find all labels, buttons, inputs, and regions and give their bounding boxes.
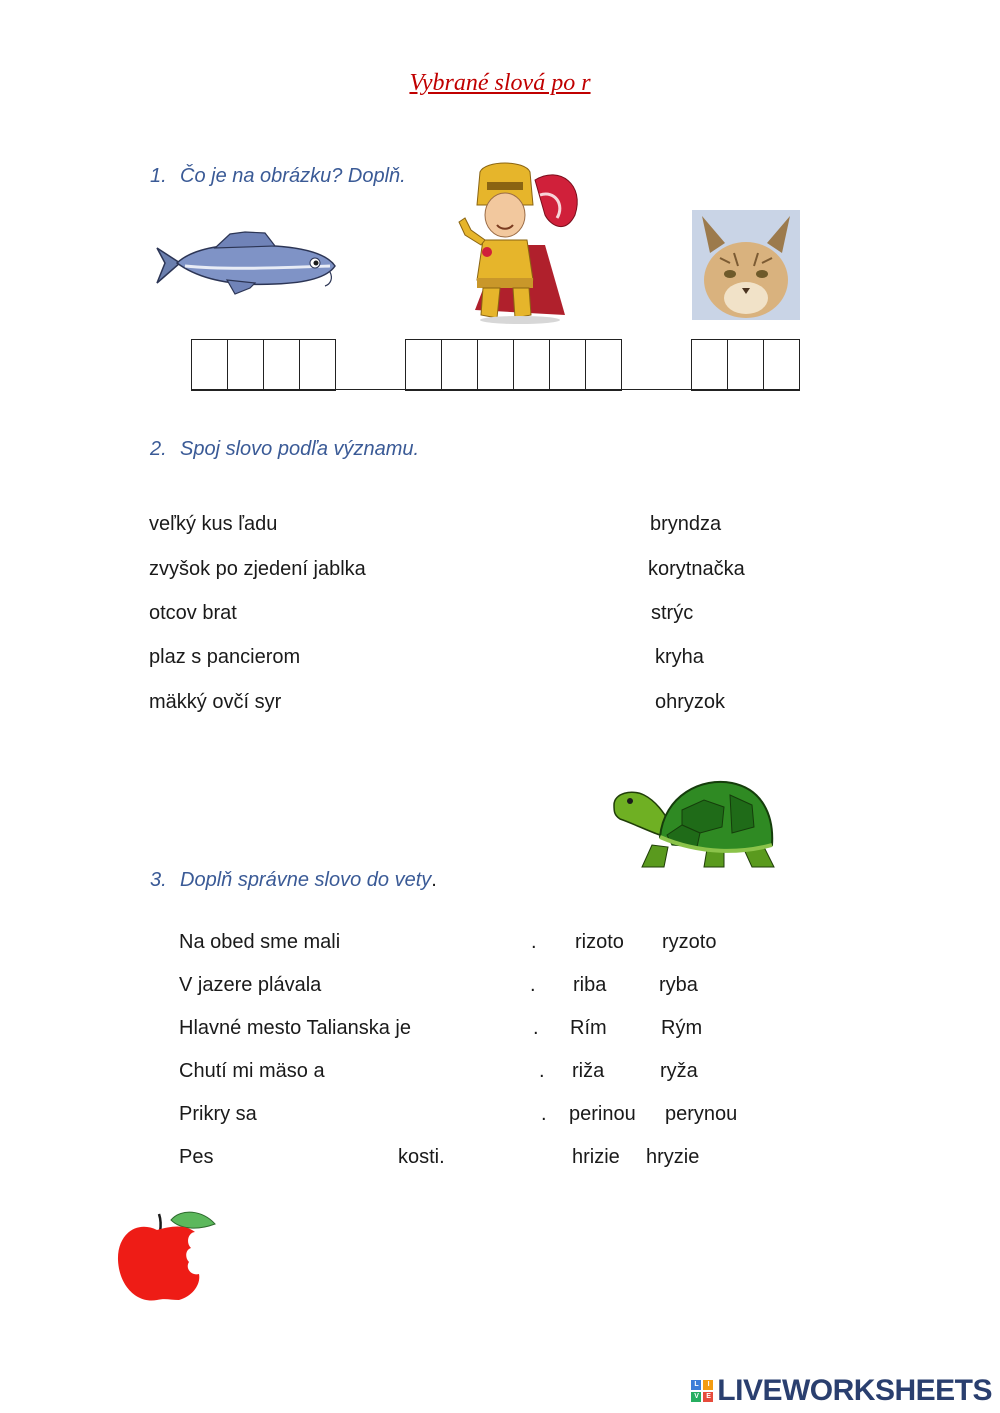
word-option[interactable]: Rým bbox=[661, 1017, 703, 1039]
sentence-text: Na obed sme mali bbox=[179, 931, 341, 953]
turtle-picture bbox=[612, 775, 777, 870]
word-option[interactable]: riba bbox=[573, 974, 607, 996]
exercise-1-heading bbox=[150, 165, 406, 188]
word-option[interactable]: perinou bbox=[569, 1103, 636, 1125]
lynx-picture bbox=[690, 208, 802, 323]
word-option[interactable]: riža bbox=[572, 1060, 605, 1082]
match-left-item[interactable]: veľký kus ľadu bbox=[149, 513, 278, 535]
word-option[interactable]: ryzoto bbox=[662, 931, 717, 953]
apple-picture bbox=[115, 1208, 220, 1306]
liveworksheets-logo bbox=[691, 1374, 992, 1408]
letter-box[interactable] bbox=[191, 339, 228, 391]
sentence-end: . bbox=[531, 931, 537, 953]
exercise-1-number: 1. bbox=[150, 165, 167, 187]
match-right-item[interactable]: strýc bbox=[651, 602, 694, 624]
sentence-text: Prikry sa bbox=[179, 1103, 257, 1125]
sentence-end: . bbox=[533, 1017, 539, 1039]
word-option[interactable]: Rím bbox=[570, 1017, 607, 1039]
exercise-2-text: Spoj slovo podľa významu. bbox=[180, 438, 420, 460]
letter-box[interactable] bbox=[691, 339, 728, 391]
exercise-3-heading bbox=[150, 869, 437, 892]
knight-picture bbox=[445, 160, 590, 325]
answer-boxes-knight bbox=[405, 339, 621, 390]
word-option[interactable]: hrizie bbox=[572, 1146, 620, 1168]
match-left-item[interactable]: plaz s pancierom bbox=[149, 646, 301, 668]
match-right-item[interactable]: korytnačka bbox=[648, 558, 745, 580]
answer-boxes-fish bbox=[191, 339, 335, 390]
letter-box[interactable] bbox=[763, 339, 800, 391]
sentence-end: kosti. bbox=[398, 1146, 445, 1168]
letter-box[interactable] bbox=[549, 339, 586, 391]
word-option[interactable]: rizoto bbox=[575, 931, 624, 953]
letter-box[interactable] bbox=[513, 339, 550, 391]
sentence-text: Chutí mi mäso a bbox=[179, 1060, 325, 1082]
worksheet-title: Vybrané slová po r bbox=[409, 70, 591, 96]
letter-box[interactable] bbox=[263, 339, 300, 391]
sentence-end: . bbox=[541, 1103, 547, 1125]
letter-box[interactable] bbox=[585, 339, 622, 391]
word-option[interactable]: ryba bbox=[659, 974, 698, 996]
word-option[interactable]: ryža bbox=[660, 1060, 698, 1082]
sentence-end: . bbox=[530, 974, 536, 996]
match-right-item[interactable]: bryndza bbox=[650, 513, 722, 535]
sentence-end: . bbox=[539, 1060, 545, 1082]
match-right-item[interactable]: ohryzok bbox=[655, 691, 726, 713]
letter-box[interactable] bbox=[227, 339, 264, 391]
exercise-3-number: 3. bbox=[150, 869, 167, 891]
fish-picture bbox=[155, 228, 340, 298]
letter-box[interactable] bbox=[441, 339, 478, 391]
match-left-item[interactable]: zvyšok po zjedení jablka bbox=[149, 558, 366, 580]
letter-box[interactable] bbox=[477, 339, 514, 391]
sentence-text: Pes bbox=[179, 1146, 214, 1168]
sentence-text: Hlavné mesto Talianska je bbox=[179, 1017, 411, 1039]
logo-mark-icon: L I V E bbox=[691, 1380, 713, 1402]
exercise-2-heading bbox=[150, 438, 419, 461]
exercise-1-text: Čo je na obrázku? Doplň. bbox=[180, 165, 406, 187]
match-left-item[interactable]: otcov brat bbox=[149, 602, 237, 624]
answer-boxes-lynx bbox=[691, 339, 799, 390]
letter-box[interactable] bbox=[405, 339, 442, 391]
letter-box[interactable] bbox=[727, 339, 764, 391]
word-option[interactable]: hryzie bbox=[646, 1146, 700, 1168]
exercise-2-number: 2. bbox=[150, 438, 167, 460]
word-option[interactable]: perynou bbox=[665, 1103, 738, 1125]
match-left-item[interactable]: mäkký ovčí syr bbox=[149, 691, 282, 713]
exercise-3-heading-end: . bbox=[431, 869, 437, 891]
exercise-3-text: Doplň správne slovo do vety bbox=[180, 869, 432, 891]
sentence-text: V jazere plávala bbox=[179, 974, 322, 996]
logo-text: LIVEWORKSHEETS bbox=[717, 1374, 992, 1407]
letter-box[interactable] bbox=[299, 339, 336, 391]
match-right-item[interactable]: kryha bbox=[655, 646, 704, 668]
